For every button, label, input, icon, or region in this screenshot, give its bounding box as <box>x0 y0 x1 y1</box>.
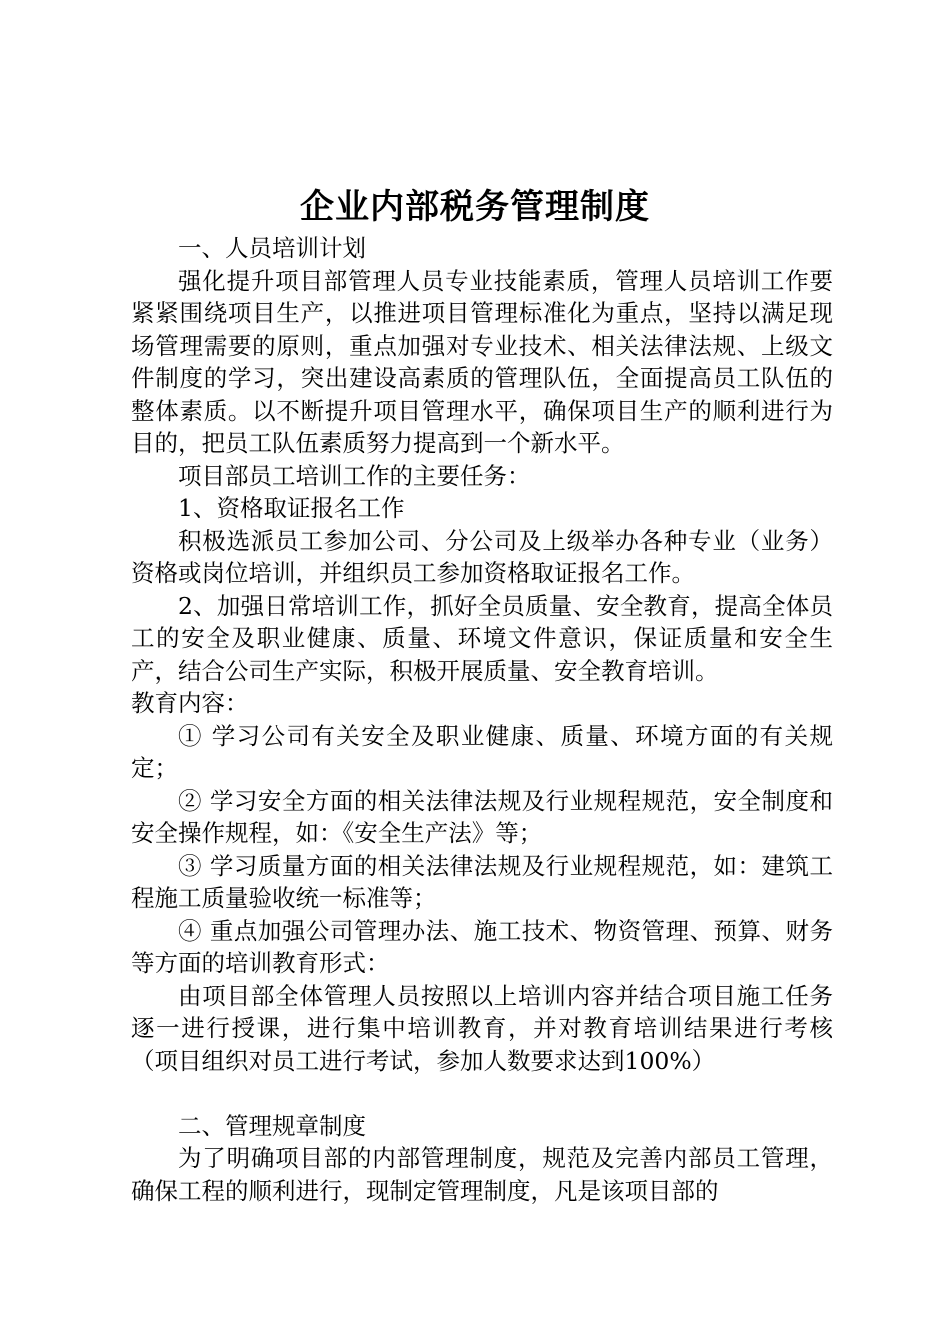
paragraph: 2、加强日常培训工作，抓好全员质量、安全教育，提高全体员工的安全及职业健康、质量、环境文件意识，保证质量和安全生产，结合公司生产实际，积极开展质量、安全教育培训。 <box>131 591 833 685</box>
paragraph: 强化提升项目部管理人员专业技能素质，管理人员培训工作要紧紧围绕项目生产，以推进项目管理标准化为重点，坚持以满足现场管理需要的原则，重点加强对专业技术、相关法律法规、上级文件制度的学习，突出建设高素质的管理队伍，全面提高员工队伍的整体素质。以不断提升项目管理水平，确保项目生产的顺利进行为目的，把员工队伍素质努力提高到一个新水平。 <box>131 266 833 457</box>
list-item: ④ 重点加强公司管理办法、施工技术、物资管理、预算、财务等方面的培训教育形式： <box>131 916 833 977</box>
section-heading-1: 一、人员培训计划 <box>178 234 366 262</box>
paragraph: 项目部员工培训工作的主要任务： <box>178 461 531 490</box>
paragraph: 积极选派员工参加公司、分公司及上级举办各种专业（业务）资格或岗位培训，并组织员工参加资格取证报名工作。 <box>131 526 833 587</box>
list-item: ② 学习安全方面的相关法律法规及行业规程规范，安全制度和安全操作规程，如：《安全生产法》等； <box>131 786 833 847</box>
paragraph: 教育内容： <box>131 689 249 717</box>
paragraph: 由项目部全体管理人员按照以上培训内容并结合项目施工任务逐一进行授课，进行集中培训教育，并对教育培训结果进行考核（项目组织对员工进行考试，参加人数要求达到100%） <box>131 981 833 1075</box>
list-item: ① 学习公司有关安全及职业健康、质量、环境方面的有关规定； <box>131 721 833 782</box>
paragraph-gap <box>131 1077 833 1110</box>
list-item: ③ 学习质量方面的相关法律法规及行业规程规范，如：建筑工程施工质量验收统一标准等； <box>131 851 833 912</box>
paragraph: 为了明确项目部的内部管理制度，规范及完善内部员工管理，确保工程的顺利进行，现制定管理制度，凡是该项目部的 <box>131 1144 833 1205</box>
document-body <box>131 232 833 1207</box>
list-heading: 1、资格取证报名工作 <box>178 494 405 522</box>
section-heading-2: 二、管理规章制度 <box>178 1111 366 1140</box>
document-title: 企业内部税务管理制度 <box>300 187 650 227</box>
